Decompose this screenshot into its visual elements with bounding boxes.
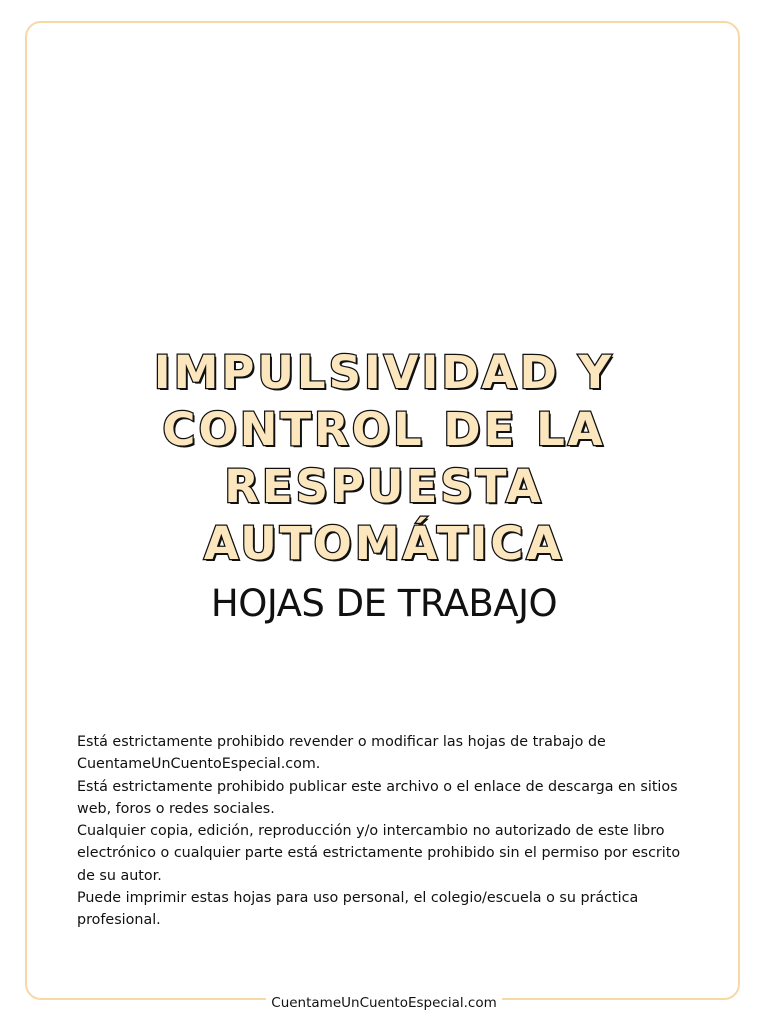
footer-website: CuentameUnCuentoEspecial.com xyxy=(266,995,501,1011)
document-title xyxy=(0,344,768,572)
footer xyxy=(0,992,768,1014)
title-line-2: CONTROL DE LA xyxy=(162,403,606,456)
document-subtitle: HOJAS DE TRABAJO xyxy=(210,582,558,625)
title-line-4: AUTOMÁTICA xyxy=(203,517,565,570)
title-line-1: IMPULSIVIDAD Y xyxy=(153,346,615,399)
notice-paragraph-publishing: Está estrictamente prohibido publicar este archivo o el enlace de descarga en sitios web, foros o redes sociales. xyxy=(77,778,678,817)
title-line-3: RESPUESTA xyxy=(224,460,544,513)
notice-paragraph-printing: Puede imprimir estas hojas para uso personal, el colegio/escuela o su práctica profesional. xyxy=(77,890,639,929)
notice-paragraph-copying: Cualquier copia, edición, reproducción y/o intercambio no autorizado de este libro electrónico o cualquier parte está estrictamente prohibido sin el permiso por escrito de su autor. xyxy=(77,823,681,884)
notice-paragraph-resale: Está estrictamente prohibido revender o modificar las hojas de trabajo de CuentameUnCuentoEspecial.com. xyxy=(77,734,606,773)
copyright-notice xyxy=(77,731,697,932)
